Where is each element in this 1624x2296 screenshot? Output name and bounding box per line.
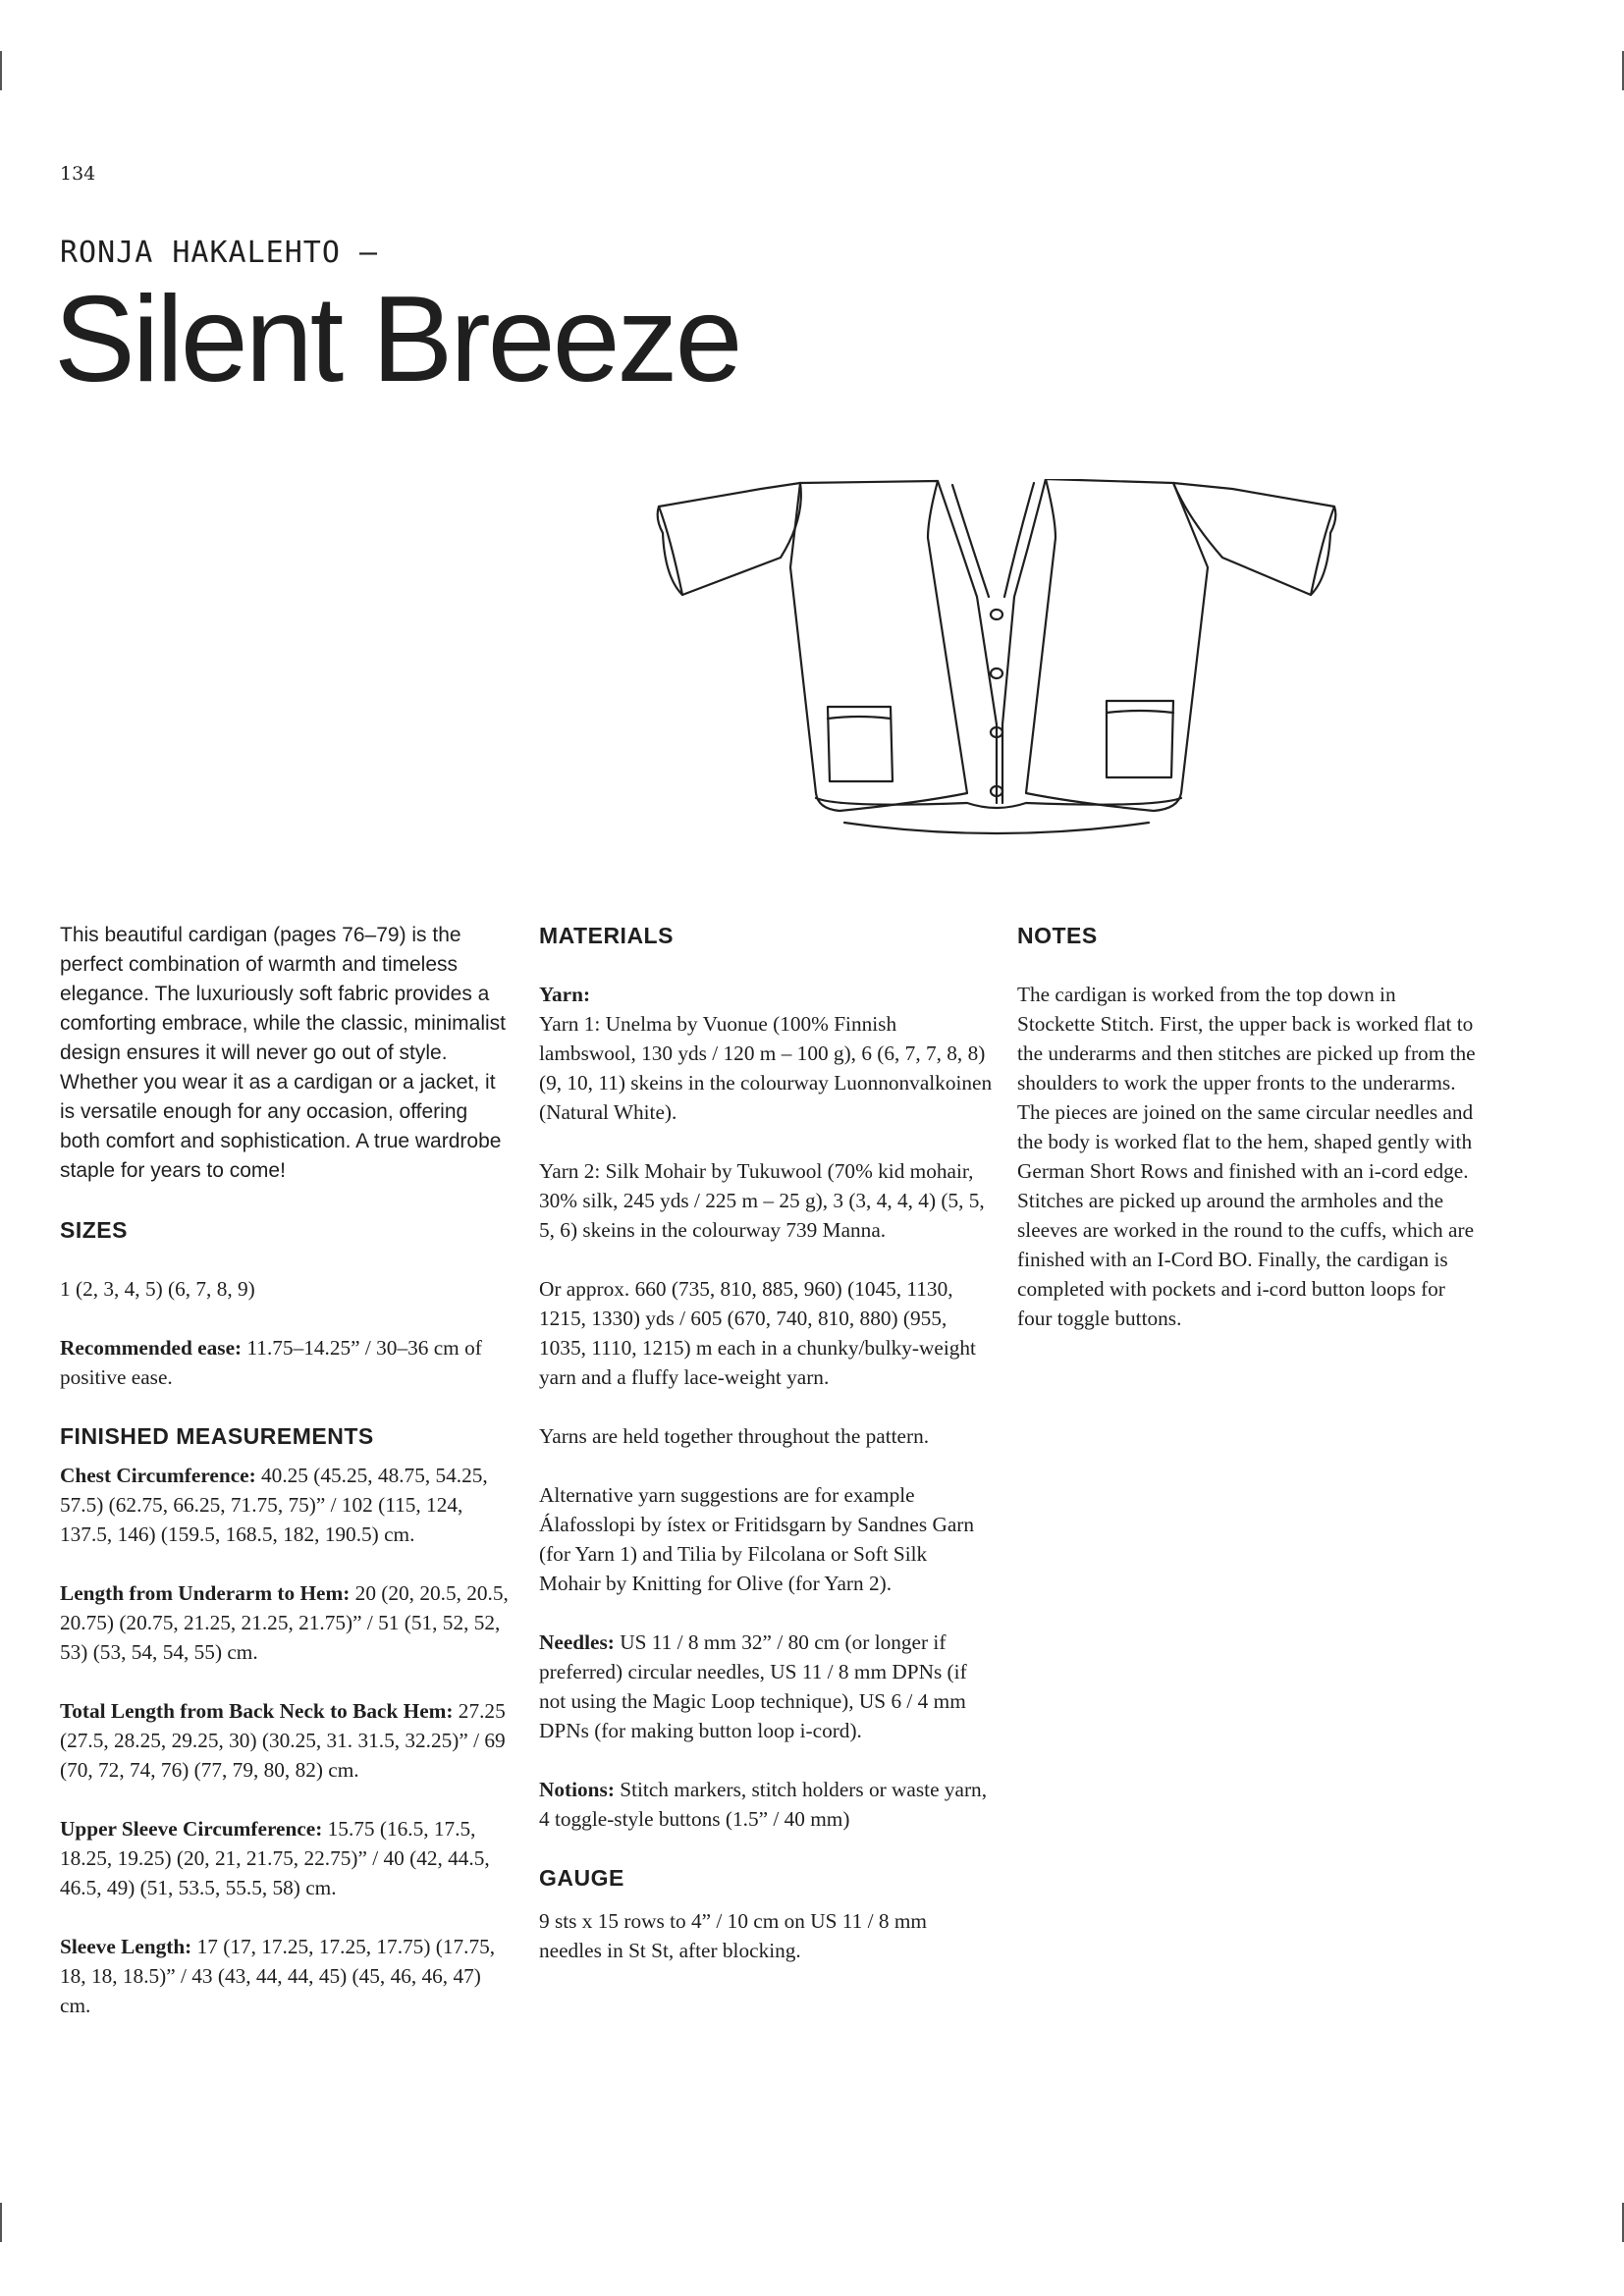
pattern-title: Silent Breeze [54,272,740,407]
yarn-alternatives: Alternative yarn suggestions are for example Álafosslopi by ístex or Fritidsgarn by Sandnes Garn (for Yarn 1) and Tilia by Filcolana or Soft Silk Mohair by Knitting for Olive (for Yarn 2). [539,1483,975,1595]
ease-value: 11.75–14.25” / 30–36 cm of positive ease. [60,1336,482,1389]
crop-mark-bottom-left [0,2203,2,2242]
measurement-item: Length from Underarm to Hem: 20 (20, 20.5, 20.5, 20.75) (20.75, 21.25, 21.25, 21.75)” / 51 (51, 52, 52, 53) (53, 54, 54, 55) cm. [60,1581,509,1664]
page-number: 134 [60,163,96,185]
sizes-list: 1 (2, 3, 4, 5) (6, 7, 8, 9) [60,1277,255,1301]
sizes-heading: SIZES [60,1217,128,1243]
measurement-item: Upper Sleeve Circumference: 15.75 (16.5, 17.5, 18.25, 19.25) (20, 21, 21.75, 22.75)” / 40 (42, 44.5, 46.5, 49) (51, 53.5, 55.5, 58) cm. [60,1817,490,1899]
column-left [60,921,512,2020]
yarn-held: Yarns are held together throughout the pattern. [539,1424,930,1448]
intro-text: This beautiful cardigan (pages 76–79) is the perfect combination of warmth and timeless elegance. The luxuriously soft fabric provides a comforting embrace, while the classic, minimalist design ensures it will never go out of style. Whether you wear it as a cardigan or a jacket, it is versatile enough for any occasion, offering both comfort and sophistication. A true wardrobe staple for years to come! [60,924,506,1182]
cardigan-illustration [643,479,1350,852]
notes-heading: NOTES [1017,923,1098,948]
gauge-heading: GAUGE [539,1865,624,1891]
recommended-ease [60,1333,512,1392]
measurement-item: Sleeve Length: 17 (17, 17.25, 17.25, 17.75) (17.75, 18, 18, 18.5)” / 43 (43, 44, 44, 45) (45, 46, 46, 47) cm. [60,1935,496,2017]
designer-name: RONJA HAKALEHTO — [60,236,379,270]
yarn-1: Yarn 1: Unelma by Vuonue (100% Finnish lambswool, 130 yds / 120 m – 100 g), 6 (6, 7, 7, 8, 8) (9, 10, 11) skeins in the colourway Luonnonvalkoinen (Natural White). [539,1012,993,1124]
notions: Notions: Stitch markers, stitch holders or waste yarn, 4 toggle-style buttons (1.5” / 40 mm) [539,1778,988,1831]
crop-mark-top-left [0,51,2,90]
yarn-2: Yarn 2: Silk Mohair by Tukuwool (70% kid mohair, 30% silk, 245 yds / 225 m – 25 g), 3 (3, 4, 4, 4) (5, 5, 5, 6) skeins in the colourway 739 Manna. [539,1159,985,1242]
measurement-item: Total Length from Back Neck to Back Hem: 27.25 (27.5, 28.25, 29.25, 30) (30.25, 31. 31.5, 32.25)” / 69 (70, 72, 74, 76) (77, 79, 80, 82) cm. [60,1699,506,1782]
yarn-approx: Or approx. 660 (735, 810, 885, 960) (1045, 1130, 1215, 1330) yds / 605 (670, 740, 810, 880) (955, 1035, 1110, 1215) m each in a chunky/bulky-weight yarn and a fluffy lace-weight yarn. [539,1277,976,1389]
measurement-item: Chest Circumference: 40.25 (45.25, 48.75, 54.25, 57.5) (62.75, 66.25, 71.75, 75)” / 102 (115, 124, 137.5, 146) (159.5, 168.5, 182, 190.5) cm. [60,1464,488,1546]
finished-measurements-heading: FINISHED MEASUREMENTS [60,1423,374,1449]
yarn-label: Yarn: [539,983,591,1006]
notes-text: The cardigan is worked from the top down in Stockette Stitch. First, the upper back is worked flat to the underarms and then stitches are picked up from the shoulders to work the upper fronts to the underarms. The pieces are joined on the same circular needles and the body is worked flat to the hem, shaped gently with German Short Rows and finished with an i-cord edge. Stitches are picked up around the armholes and the sleeves are worked in the round to the cuffs, which are finished with an I-Cord BO. Finally, the cardigan is completed with pockets and i-cord button loops for four toggle buttons. [1017,983,1476,1330]
gauge-text: 9 sts x 15 rows to 4” / 10 cm on US 11 / 8 mm needles in St St, after blocking. [539,1909,927,1962]
materials-heading: MATERIALS [539,923,674,948]
needles: Needles: US 11 / 8 mm 32” / 80 cm (or longer if preferred) circular needles, US 11 / 8 mm DPNs (if not using the Magic Loop technique), US 6 / 4 mm DPNs (for making button loop i-cord). [539,1630,967,1742]
ease-label: Recommended ease: [60,1336,243,1360]
column-right [1017,921,1479,1333]
column-middle [539,921,993,1965]
